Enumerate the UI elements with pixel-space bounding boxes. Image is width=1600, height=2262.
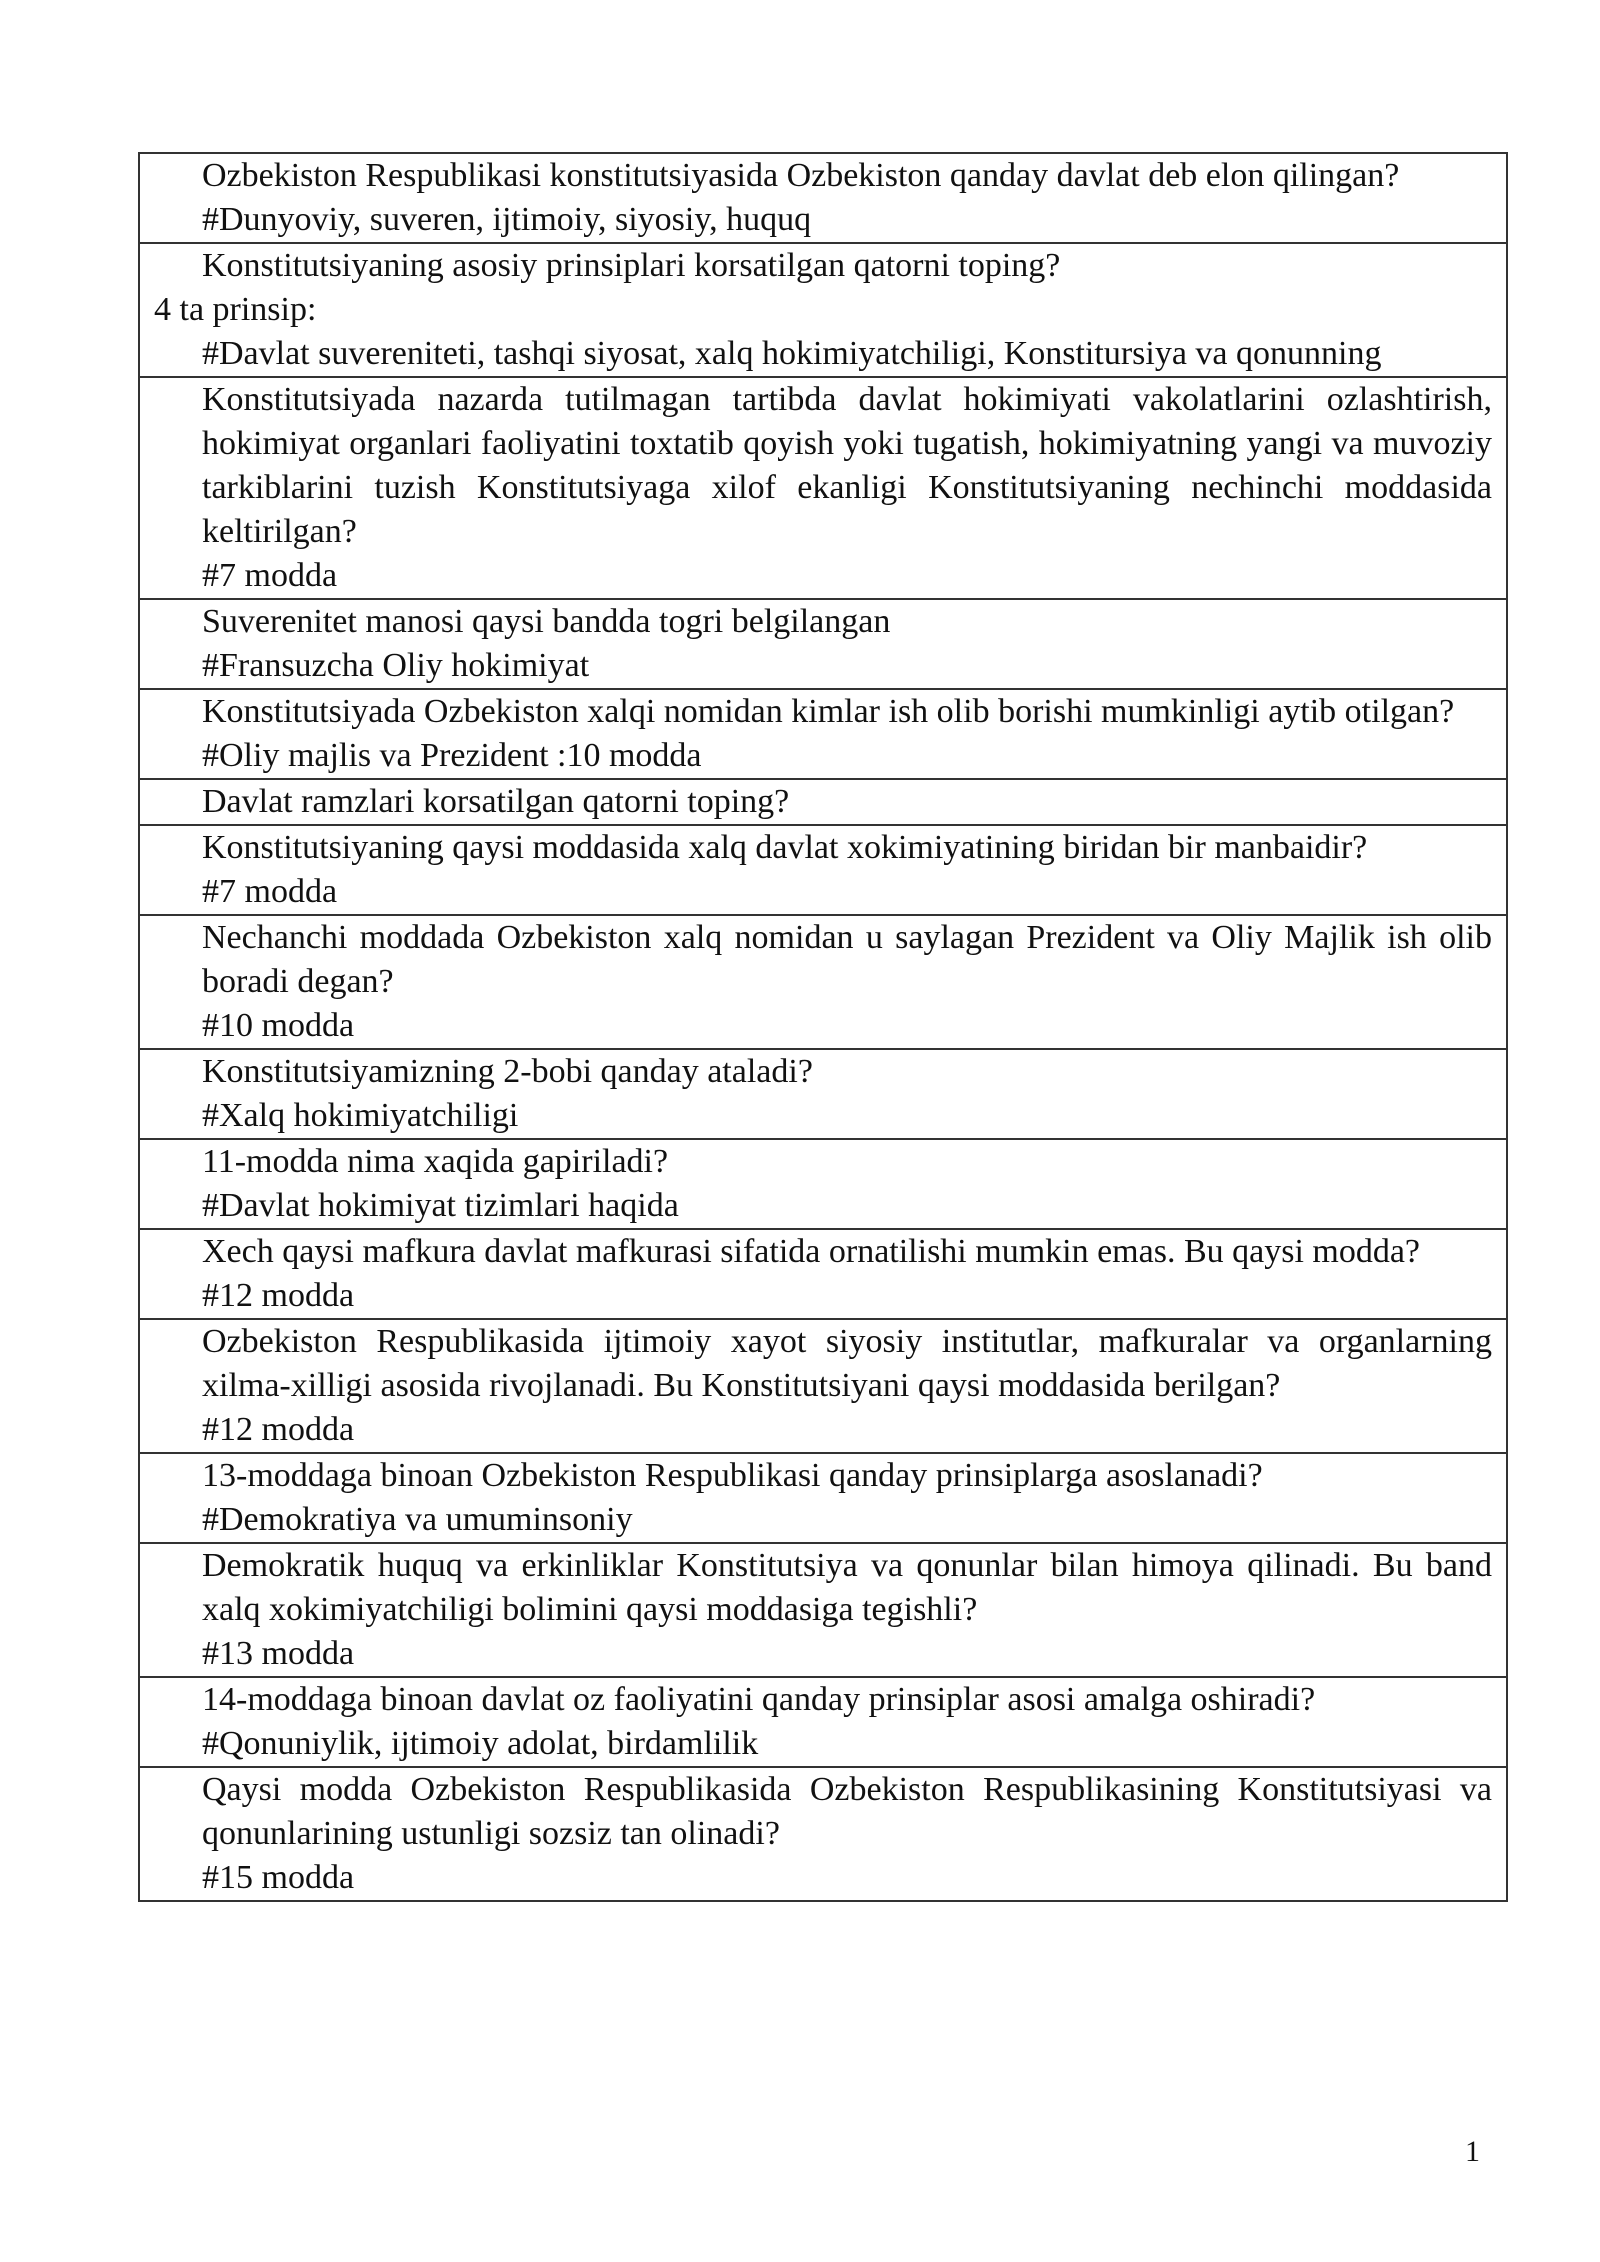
question-cell xyxy=(139,599,1507,689)
question-cell xyxy=(139,1677,1507,1767)
question-text: Konstitutsiyada nazarda tutilmagan tartibda davlat hokimiyati vakolatlarini ozlashtirish, hokimiyat organlari faoliyatini toxtatib qoyish yoki tugatish, hokimiyatning yangi va muvoziy tarkiblarini tuzish Konstitutsiyaga xilof ekanligi Konstitutsiyaning nechinchi moddasida keltirilgan? xyxy=(202,381,1492,550)
question-row xyxy=(139,377,1507,599)
question-row xyxy=(139,1319,1507,1453)
question-text: 13-moddaga binoan Ozbekiston Respublikasi qanday prinsiplarga asoslanadi? xyxy=(202,1457,1263,1494)
answer-text: #Davlat hokimiyat tizimlari haqida xyxy=(202,1187,679,1224)
question-text: Konstitutsiyamizning 2-bobi qanday ataladi? xyxy=(202,1053,813,1090)
question-row xyxy=(139,1543,1507,1677)
question-row xyxy=(139,779,1507,825)
question-row xyxy=(139,1049,1507,1139)
question-cell xyxy=(139,1767,1507,1901)
question-text: 4 ta prinsip: xyxy=(154,291,317,328)
question-cell xyxy=(139,1229,1507,1319)
answer-text: #Oliy majlis va Prezident :10 modda xyxy=(202,737,702,774)
question-text: Konstitutsiyada Ozbekiston xalqi nomidan kimlar ish olib borishi mumkinligi aytib otilgan? xyxy=(202,693,1455,730)
answer-text: #7 modda xyxy=(202,873,338,910)
question-row xyxy=(139,1453,1507,1543)
question-text: Suverenitet manosi qaysi bandda togri belgilangan xyxy=(202,603,891,640)
question-text: Qaysi modda Ozbekiston Respublikasida Ozbekiston Respublikasining Konstitutsiyasi va qonunlarining ustunligi sozsiz tan olinadi? xyxy=(202,1771,1492,1852)
question-cell xyxy=(139,243,1507,377)
answer-text: #Qonuniylik, ijtimoiy adolat, birdamlilik xyxy=(202,1725,759,1762)
question-text: 11-modda nima xaqida gapiriladi? xyxy=(202,1143,669,1180)
question-cell xyxy=(139,153,1507,243)
question-row xyxy=(139,243,1507,377)
question-row xyxy=(139,1767,1507,1901)
question-row xyxy=(139,1229,1507,1319)
question-row xyxy=(139,153,1507,243)
question-table-body xyxy=(139,153,1507,1901)
question-text: Konstitutsiyaning asosiy prinsiplari korsatilgan qatorni toping? xyxy=(202,247,1061,284)
question-cell xyxy=(139,779,1507,825)
answer-text: #12 modda xyxy=(202,1277,355,1314)
question-cell xyxy=(139,377,1507,599)
question-text: Demokratik huquq va erkinliklar Konstitutsiya va qonunlar bilan himoya qilinadi. Bu band xalq xokimiyatchiligi bolimini qaysi moddasiga tegishli? xyxy=(202,1547,1492,1628)
answer-text: #Xalq hokimiyatchiligi xyxy=(202,1097,519,1134)
answer-text: #Davlat suvereniteti, tashqi siyosat, xalq hokimiyatchiligi, Konstitursiya va qonunning xyxy=(202,335,1382,372)
question-cell xyxy=(139,1543,1507,1677)
question-cell xyxy=(139,1319,1507,1453)
question-cell xyxy=(139,1139,1507,1229)
answer-text: #7 modda xyxy=(202,557,338,594)
answer-text: #Dunyoviy, suveren, ijtimoiy, siyosiy, huquq xyxy=(202,201,812,238)
question-row xyxy=(139,1677,1507,1767)
question-text: 14-moddaga binoan davlat oz faoliyatini qanday prinsiplar asosi amalga oshiradi? xyxy=(202,1681,1316,1718)
question-row xyxy=(139,689,1507,779)
answer-text: #10 modda xyxy=(202,1007,355,1044)
question-cell xyxy=(139,1453,1507,1543)
question-cell xyxy=(139,915,1507,1049)
question-row xyxy=(139,599,1507,689)
question-text: Konstitutsiyaning qaysi moddasida xalq davlat xokimiyatining biridan bir manbaidir? xyxy=(202,829,1368,866)
question-row xyxy=(139,915,1507,1049)
question-text: Davlat ramzlari korsatilgan qatorni toping? xyxy=(202,783,790,820)
question-text: Ozbekiston Respublikasi konstitutsiyasida Ozbekiston qanday davlat deb elon qilingan? xyxy=(202,157,1400,194)
answer-text: #Demokratiya va umuminsoniy xyxy=(202,1501,633,1538)
question-text: Ozbekiston Respublikasida ijtimoiy xayot siyosiy institutlar, mafkuralar va organlarning xilma-xilligi asosida rivojlanadi. Bu Konstitutsiyani qaysi moddasida berilgan? xyxy=(202,1323,1492,1404)
question-row xyxy=(139,825,1507,915)
question-text: Xech qaysi mafkura davlat mafkurasi sifatida ornatilishi mumkin emas. Bu qaysi modda? xyxy=(202,1233,1421,1270)
question-cell xyxy=(139,825,1507,915)
answer-text: #13 modda xyxy=(202,1635,355,1672)
question-cell xyxy=(139,1049,1507,1139)
page-number: 1 xyxy=(1465,2135,1480,2168)
question-table xyxy=(138,152,1508,1902)
question-text: Nechanchi moddada Ozbekiston xalq nomidan u saylagan Prezident va Oliy Majlik ish olib boradi degan? xyxy=(202,919,1492,1000)
question-cell xyxy=(139,689,1507,779)
answer-text: #12 modda xyxy=(202,1411,355,1448)
answer-text: #15 modda xyxy=(202,1859,355,1896)
question-row xyxy=(139,1139,1507,1229)
answer-text: #Fransuzcha Oliy hokimiyat xyxy=(202,647,590,684)
